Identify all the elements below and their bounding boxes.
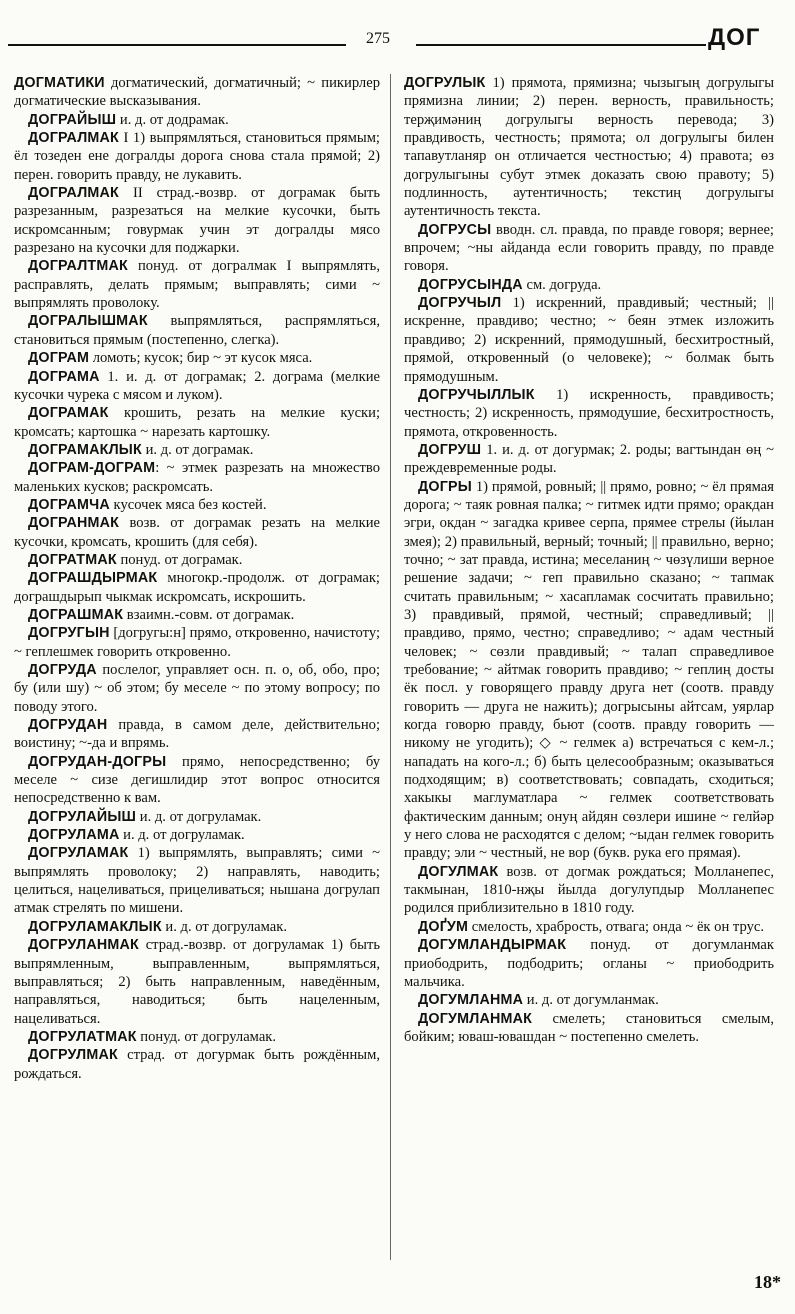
right-column	[404, 74, 774, 1046]
entry-headword: ДОҐУМ	[418, 918, 469, 935]
dictionary-entry	[14, 441, 380, 459]
dictionary-entry	[14, 404, 380, 441]
entry-definition: кусочек мяса без костей.	[109, 496, 267, 513]
entry-definition: 1) искренний, правдивый; честный; || искренне, правдиво; честно; ~ беян этмек изложить правдиво; 2) искренний, прямодушный, бесхитростный, прямой, откровенный (о человеке); ~ болмак быть прямодушным.	[404, 295, 774, 385]
entry-definition: страд.-возвр. от догруламак 1) быть выпрямленным, выправленным, выпрямляться, выправляться; 2) быть направленным, наведённым, направляться, наводиться; быть нацеленным, нацеливаться.	[14, 937, 380, 1027]
entry-headword: ДОГРУЧЫЛЛЫК	[418, 386, 535, 403]
entry-definition: возв. от дограмак резать на мелкие кусочки, кромсать, крошить (для себя).	[14, 515, 380, 550]
entry-headword: ДОГРАМАКЛЫК	[28, 441, 142, 458]
dictionary-entry	[14, 129, 380, 184]
dictionary-entry	[14, 74, 380, 111]
entry-headword: ДОГРУЛАМАКЛЫК	[28, 918, 162, 935]
entry-headword: ДОГРУДАН	[28, 717, 108, 734]
dictionary-entry	[14, 716, 380, 753]
dictionary-entry	[14, 661, 380, 716]
page-number: 275	[366, 30, 390, 47]
dictionary-entry	[14, 1028, 380, 1046]
entry-definition: прямо, непосредственно; бу меселе ~ сизе дегишлидир этот вопрос относится непосредственно к вам.	[14, 753, 380, 807]
entry-headword: ДОГРЫ	[418, 478, 472, 495]
entry-definition: 1) искренность, правдивость; честность; 2) искренность, прямодушие, бесхитростность, прямота, откровенность.	[404, 386, 774, 440]
running-head: ДОГ	[708, 24, 761, 51]
entry-headword: ДОГРУСЫ	[418, 221, 492, 238]
dictionary-entry	[14, 753, 380, 808]
entry-headword: ДОГУМЛАНДЫРМАК	[418, 937, 567, 954]
dictionary-entry	[14, 936, 380, 1028]
entry-definition: вводн. сл. правда, по правде говоря; вернее; впрочем; ~ны айданда если говорить правду, по правде говоря.	[404, 221, 774, 275]
dictionary-entry	[14, 349, 380, 367]
dictionary-entry	[14, 606, 380, 624]
entry-headword: ДОГРУГЫН	[28, 625, 110, 642]
entry-headword: ДОГРАЙЫШ	[28, 111, 117, 128]
entry-definition: 1) выпрямлять, выправлять; сими ~ выпрямлять проволоку; 2) направлять, наводить; целиться, нацеливаться, прицеливаться; нышана догрулап атмак стрелять по мишени.	[14, 845, 380, 917]
entry-headword: ДОГРАМА	[28, 368, 100, 385]
entry-headword: ДОГРАШДЫРМАК	[28, 570, 158, 587]
entry-headword: ДОГРАЛЫШМАК	[28, 313, 148, 330]
entry-headword: ДОГРАЛТМАК	[28, 258, 128, 275]
page-header	[0, 26, 795, 62]
entry-definition: и. д. от додрамак.	[116, 111, 229, 128]
entry-definition: многокр.-продолж. от дограмак; дограшдырып чыкмак искромсать, искрошить.	[14, 570, 380, 605]
entry-definition: см. догруда.	[522, 276, 602, 293]
entry-definition: смелеть; становиться смелым, бойким; юваш-ювашдан ~ постепенно смелеть.	[404, 1010, 774, 1045]
entry-headword: ДОГРУЛАНМАК	[28, 937, 139, 954]
entry-headword: ДОГУЛМАК	[418, 863, 499, 880]
entry-headword: ДОГРАТМАК	[28, 551, 117, 568]
entry-headword: ДОГМАТИКИ	[14, 75, 105, 91]
header-rule-right	[416, 44, 706, 46]
entry-headword: ДОГРАНМАК	[28, 515, 120, 532]
dictionary-entry	[404, 1010, 774, 1047]
header-rule-left	[8, 44, 346, 46]
dictionary-entry	[14, 1046, 380, 1083]
dictionary-entry	[404, 74, 774, 221]
entry-definition: и. д. от догруламак.	[119, 827, 245, 844]
entry-definition: 1) прямой, ровный; || прямо, ровно; ~ ёл прямая дорога; ~ таяк ровная палка; ~ гитмек идти прямо; оракдан эгри, окдан ~ загадка кривее серпа, прямее стрелы (йылан змея); 2) правильный, верный; точный; || правильно, верно; точно; ~ зат правда, истина; меселаниң ~ чөзүлиши верное решение задачи; ~ геп правильно сказано; ~ тапмак считать правильным; ~ хасапламак сосчитать правильно; 3) правдивый, прямой, честный; справедливый; || правдиво, прямо, честно; справедливо; ~ адам честный человек; ~ сөзли правдивый; ~ талап справедливое требование; ~ айтмак говорить правдиво; ~ геплиң досты ёк посл. у говорящего правду друга нет (соотв. правду говорить — друга не нажить); догрысыны айтсам, уярлар когда говорю правду, бьют (соотв. правду говорить — никому не угодить); ◇ ~ гелмек а) встречаться с кем-л.; нападать на кого-л.; б) быть целесообразным; оказываться подходящим; в) соответствовать; совпадать, сходиться; хакыкы маглуматлара ~ гелмек соответствовать фактическим данным; онуң айдян сөзлери ишине ~ гелйәр у него слова не расходятся с делом; ~ыдан гелмек говорить правду; эли ~ честный, не вор (букв. рука его прямая).	[404, 478, 774, 862]
dictionary-entry	[14, 257, 380, 312]
dictionary-entry	[14, 844, 380, 917]
entry-definition: и. д. от догруламак.	[161, 918, 287, 935]
dictionary-entry	[14, 368, 380, 405]
dictionary-entry	[14, 569, 380, 606]
entry-definition: и. д. от догруламак.	[136, 808, 262, 825]
dictionary-entry	[14, 826, 380, 844]
entry-definition: понуд. от догруламак.	[136, 1028, 277, 1045]
entry-headword: ДОГРАМ	[28, 350, 90, 367]
entry-headword: ДОГУМЛАНМА	[418, 992, 524, 1009]
dictionary-entry	[14, 918, 380, 936]
entry-definition: взаимн.-совм. от дограмак.	[123, 606, 295, 623]
dictionary-entry	[14, 496, 380, 514]
entry-definition: правда, в самом деле, действительно; воистину; ~-да и впрямь.	[14, 717, 380, 752]
left-column	[14, 74, 380, 1083]
column-divider	[390, 74, 391, 1260]
entry-definition: 1. и. д. от догурмак; 2. роды; вагтындан өң ~ преждевременные роды.	[404, 441, 774, 477]
dictionary-entry	[14, 808, 380, 826]
entry-definition: смелость, храбрость, отвага; онда ~ ёк он трус.	[468, 918, 765, 935]
dictionary-entry	[404, 936, 774, 991]
dictionary-entry	[404, 991, 774, 1009]
dictionary-entry	[14, 312, 380, 349]
entry-definition: крошить, резать на мелкие куски; кромсать; картошка ~ нарезать картошку.	[14, 405, 380, 440]
entry-definition: ломоть; кусок; бир ~ эт кусок мяса.	[89, 350, 313, 367]
dictionary-entry	[14, 624, 380, 661]
entry-definition: II страд.-возвр. от дограмак быть разрезанным, разрезаться на мелкие кусочки, быть искромсанным; говурмак учин эт догралды мясо разрезано на кусочки для поджарки.	[14, 185, 380, 257]
dictionary-entry	[404, 863, 774, 918]
entry-definition: [догругы:н] прямо, откровенно, начистоту; ~ геплешмек говорить откровенно.	[14, 625, 380, 660]
entry-definition: понуд. от догралмак I выпрямлять, расправлять, делать прямым; выправлять; сими ~ выпрямлять проволоку.	[14, 258, 380, 312]
entry-headword: ДОГРУДАН-ДОГРЫ	[28, 753, 167, 770]
entry-definition: понуд. от дограмак.	[116, 551, 243, 568]
dictionary-entry	[14, 514, 380, 551]
entry-headword: ДОГРУЛАЙЫШ	[28, 808, 137, 825]
dictionary-entry	[14, 184, 380, 257]
entry-definition: 1) прямота, прямизна; чызыгың догрулыгы прямизна линии; 2) перен. верность, правильность; терҗимәниң догрулыгы верность перевода; 3) правдивость, честность; прямота; ол догрулыгы билен тапавутланяр он отличается честностью; 4) правота; өз догрулыгыны субут этмек доказать свою правоту; 5) подлинность, аутентичность; текстиң догрулыгы аутентичность текста.	[404, 75, 774, 220]
dictionary-entry	[14, 551, 380, 569]
dictionary-entry	[404, 441, 774, 478]
dictionary-entry	[404, 294, 774, 386]
entry-definition: I 1) выпрямляться, становиться прямым; ёл тозеден ене догралды дорога снова стала прямой; 2) перен. говорить правду, не лукавить.	[14, 130, 380, 183]
dictionary-entry	[404, 221, 774, 276]
entry-headword: ДОГРУЧЫЛ	[418, 295, 502, 312]
signature-mark: 18*	[754, 1272, 781, 1292]
entry-definition: догматический, догматичный; ~ пикирлер догматические высказывания.	[14, 75, 380, 110]
entry-definition: возв. от догмак рождаться; Молланепес, такмынан, 1810-нҗы йылда догулупдыр Молланепес родился приблизительно в 1810 году.	[404, 863, 774, 917]
entry-headword: ДОГРУЛМАК	[28, 1047, 118, 1064]
entry-headword: ДОГРАЛМАК	[28, 185, 119, 202]
entry-definition: 1. и. д. от дограмак; 2. дограма (мелкие кусочки чурека с мясом и луком).	[14, 368, 380, 403]
entry-headword: ДОГРУЛЫК	[404, 75, 486, 91]
entry-definition: выпрямляться, распрямляться, становиться прямым (постепенно, слегка).	[14, 313, 380, 348]
entry-definition: и. д. от догумланмак.	[523, 992, 659, 1009]
entry-definition: и. д. от дограмак.	[141, 441, 254, 458]
dictionary-entry	[404, 478, 774, 863]
dictionary-entry	[14, 459, 380, 496]
entry-headword: ДОГРУЛАМАК	[28, 845, 129, 862]
entry-headword: ДОГРУСЫНДА	[418, 276, 523, 293]
entry-definition: : ~ этмек разрезать на множество маленьких кусков; раскромсать.	[14, 460, 380, 495]
entry-headword: ДОГРУЛАТМАК	[28, 1028, 137, 1045]
dictionary-entry	[14, 111, 380, 129]
dictionary-entry	[404, 276, 774, 294]
entry-headword: ДОГУМЛАНМАК	[418, 1010, 533, 1027]
entry-definition: послелог, управляет осн. п. о, об, обо, про; бу (или шу) ~ об этом; бу меселе ~ по этому вопросу; по поводу этого.	[14, 662, 380, 715]
entry-definition: понуд. от догумланмак приободрить, подбодрить; огланы ~ приободрить мальчика.	[404, 937, 774, 990]
entry-headword: ДОГРУШ	[418, 441, 482, 458]
dictionary-entry	[404, 918, 774, 936]
entry-headword: ДОГРАМ-ДОГРАМ	[28, 460, 156, 477]
entry-headword: ДОГРАМЧА	[28, 496, 110, 513]
entry-definition: страд. от догурмак быть рождённым, рождаться.	[14, 1047, 380, 1082]
entry-headword: ДОГРАЛМАК	[28, 130, 119, 147]
entry-headword: ДОГРУЛАМА	[28, 827, 120, 844]
entry-headword: ДОГРУДА	[28, 662, 97, 678]
entry-headword: ДОГРАШМАК	[28, 606, 124, 623]
dictionary-entry	[404, 386, 774, 441]
entry-headword: ДОГРАМАК	[28, 405, 109, 422]
